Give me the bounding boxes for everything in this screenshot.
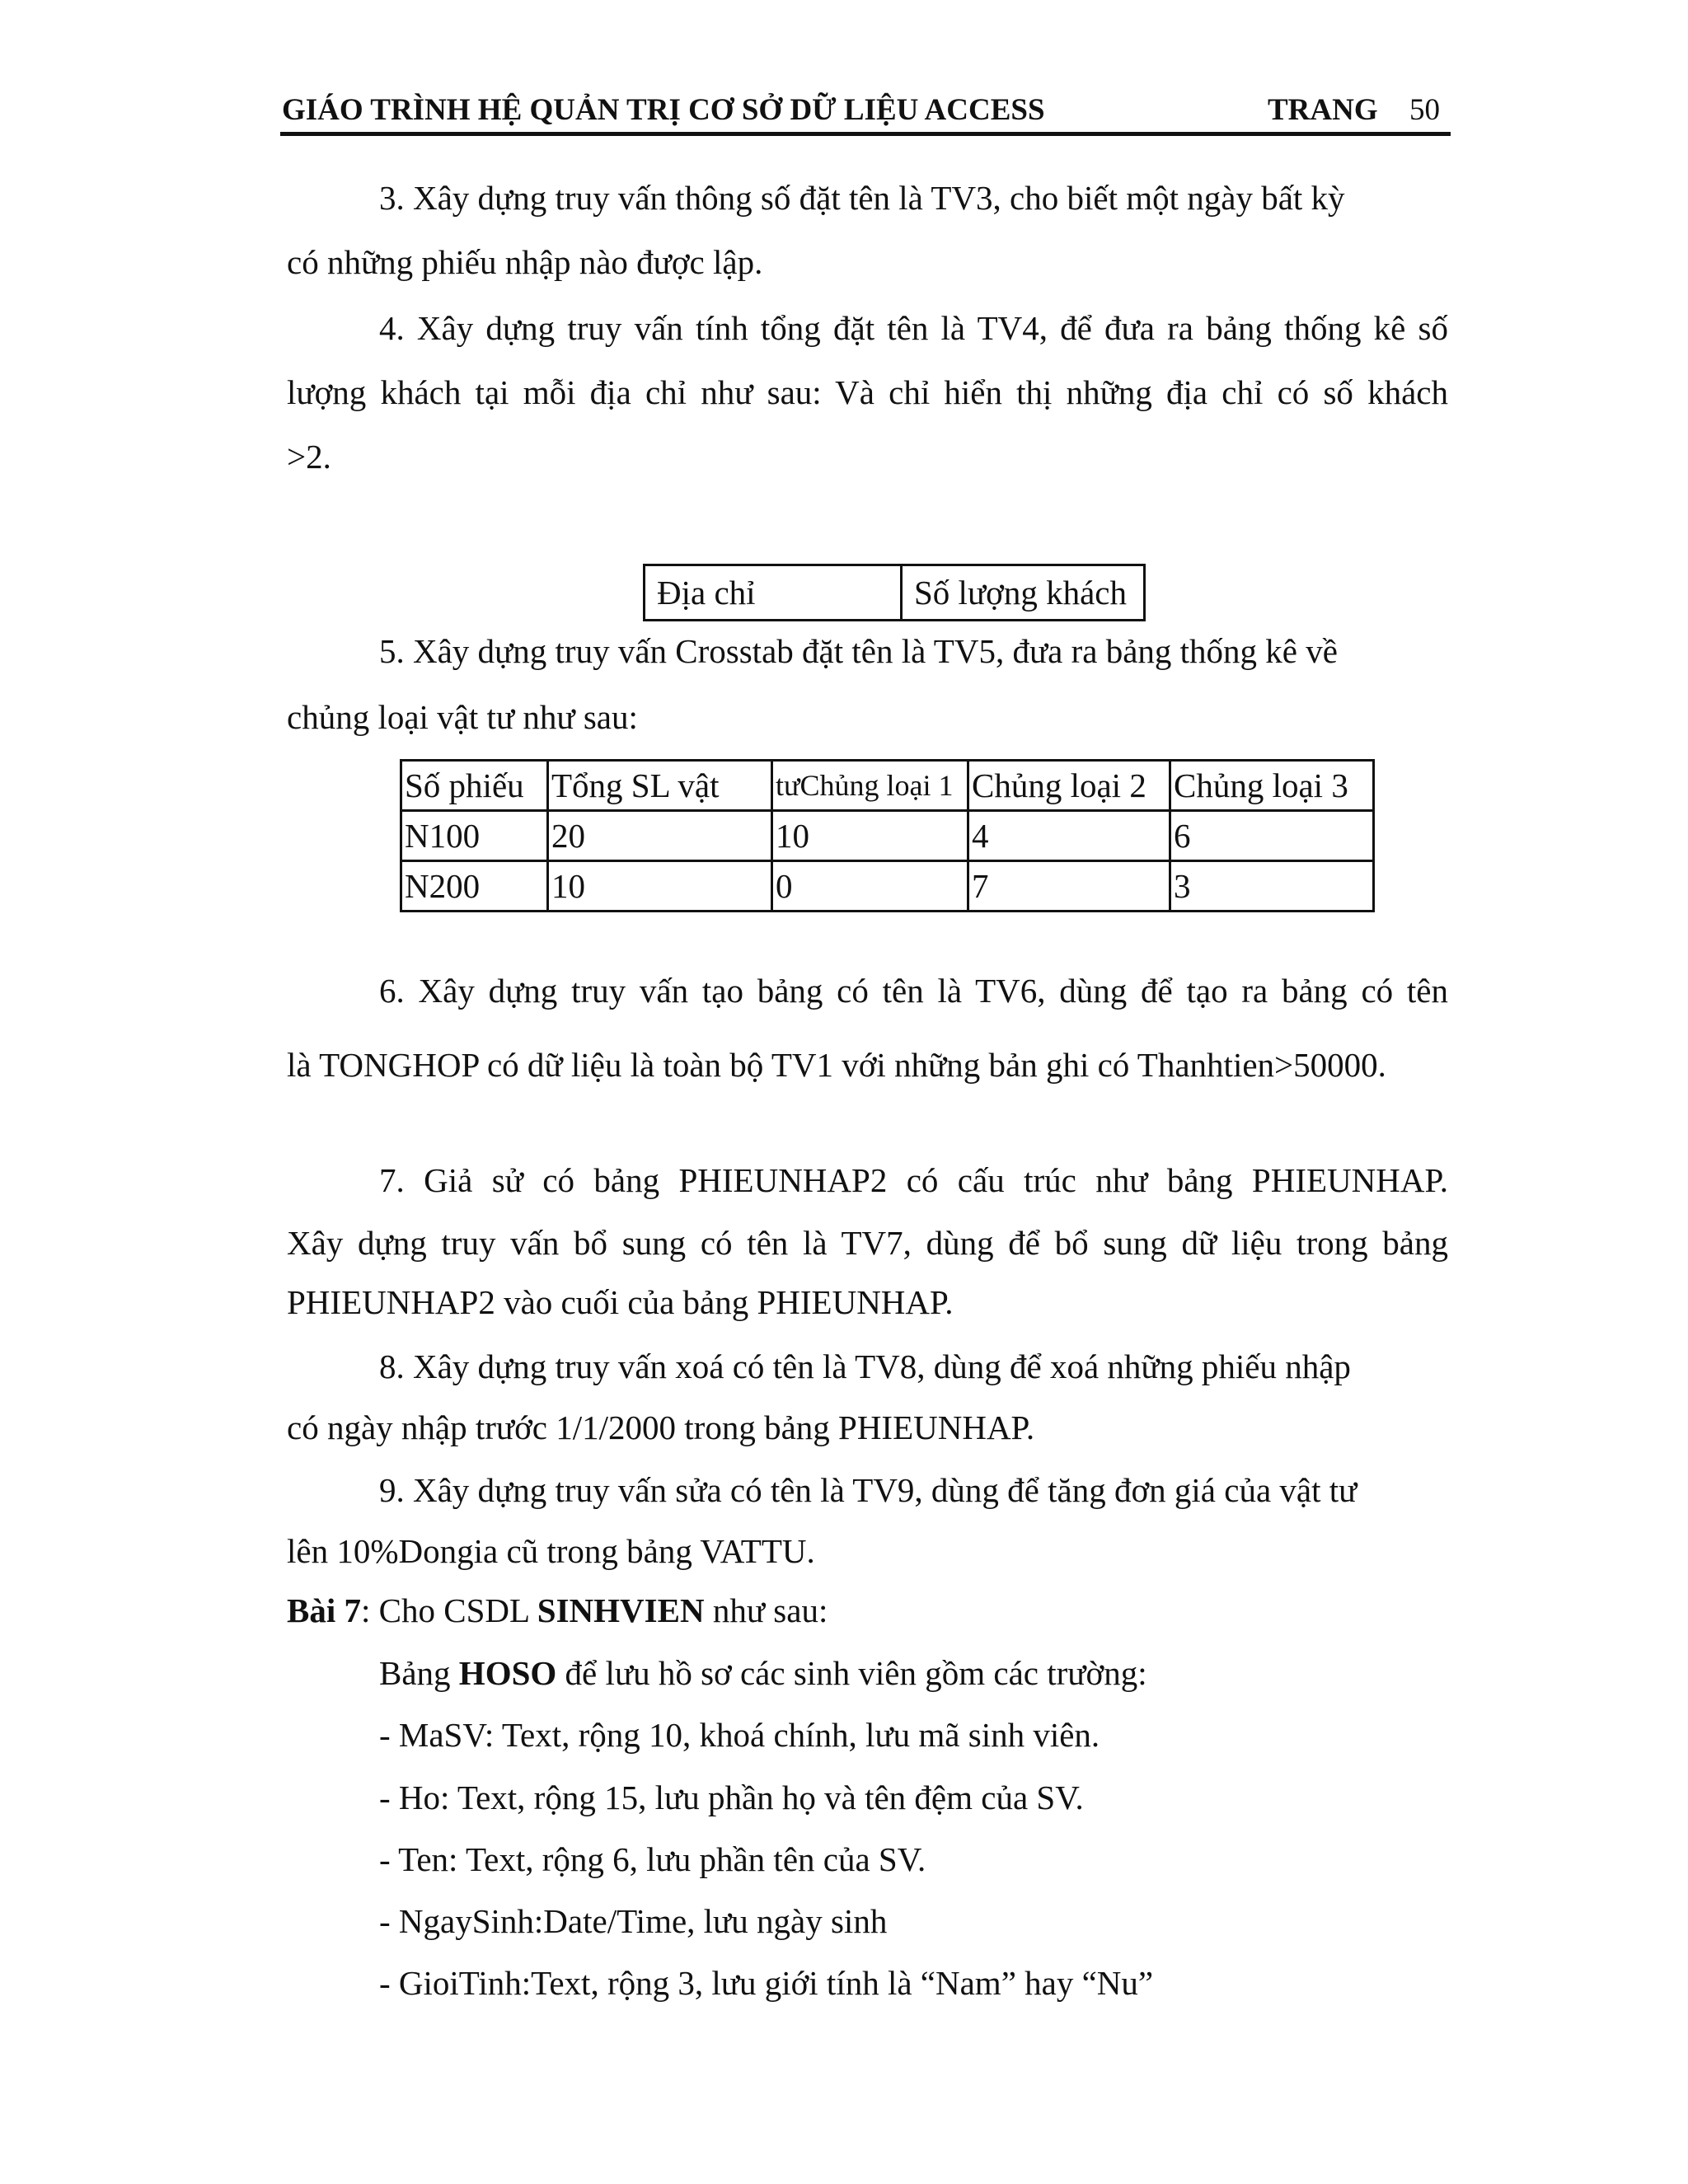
item5-line1: 5. Xây dựng truy vấn Crosstab đặt tên là TV5, đưa ra bảng thống kê về (379, 632, 1338, 670)
table-cell: N200 (401, 861, 548, 912)
item8-line1: 8. Xây dựng truy vấn xoá có tên là TV8, dùng để xoá những phiếu nhập (379, 1347, 1351, 1385)
table-cell: 7 (968, 861, 1170, 912)
table-header-cell: tưChủng loại 1 (772, 761, 968, 811)
hoso-text: Bảng (379, 1654, 459, 1692)
field-item: - GioiTinh:Text, rộng 3, lưu giới tính là “Nam” hay “Nu” (379, 1964, 1154, 2002)
item4-line1: 4. Xây dựng truy vấn tính tổng đặt tên là TV4, để đưa ra bảng thống kê số (379, 309, 1448, 347)
item8-line2: có ngày nhập trước 1/1/2000 trong bảng PHIEUNHAP. (287, 1408, 1035, 1446)
field-item: - Ten: Text, rộng 6, lưu phần tên của SV. (379, 1840, 926, 1878)
item4-line2: lượng khách tại mỗi địa chỉ như sau: Và chỉ hiển thị những địa chỉ có số khách (287, 373, 1448, 411)
address-table (643, 564, 1146, 621)
table-header-cell: Số lượng khách (902, 565, 1145, 621)
field-item: - NgaySinh:Date/Time, lưu ngày sinh (379, 1902, 888, 1940)
table-header-cell: Chủng loại 2 (968, 761, 1170, 811)
table-cell: 20 (548, 811, 772, 861)
header-page-number: 50 (1409, 93, 1440, 127)
header-page-label: TRANG (1268, 93, 1378, 127)
field-item: - MaSV: Text, rộng 10, khoá chính, lưu mã sinh viên. (379, 1716, 1100, 1754)
table-row (401, 811, 1374, 861)
header-rule (280, 132, 1451, 136)
hoso-text-end: để lưu hồ sơ các sinh viên gồm các trường: (556, 1654, 1147, 1692)
table-header-cell: Chủng loại 3 (1170, 761, 1374, 811)
crosstab-table (400, 759, 1375, 912)
item6-line1: 6. Xây dựng truy vấn tạo bảng có tên là TV6, dùng để tạo ra bảng có tên (379, 972, 1448, 1010)
item7-line3: PHIEUNHAP2 vào cuối của bảng PHIEUNHAP. (287, 1283, 954, 1321)
header-title: GIÁO TRÌNH HỆ QUẢN TRỊ CƠ SỞ DỮ LIỆU ACCESS (282, 93, 1045, 127)
item9-line1: 9. Xây dựng truy vấn sửa có tên là TV9, dùng để tăng đơn giá của vật tư (379, 1471, 1357, 1509)
item6-line2: là TONGHOP có dữ liệu là toàn bộ TV1 với những bản ghi có Thanhtien>50000. (287, 1046, 1386, 1084)
bai7-label: Bài 7 (287, 1591, 361, 1629)
db-name: SINHVIEN (537, 1591, 705, 1629)
table-row (401, 861, 1374, 912)
table-cell: 4 (968, 811, 1170, 861)
table-cell: 10 (772, 811, 968, 861)
item9-line2: lên 10%Dongia cũ trong bảng VATTU. (287, 1532, 815, 1570)
bai7-heading (287, 1591, 828, 1629)
table-cell: 0 (772, 861, 968, 912)
item5-line2: chủng loại vật tư như sau: (287, 698, 638, 736)
field-item: - Ho: Text, rộng 15, lưu phần họ và tên đệm của SV. (379, 1779, 1084, 1816)
table-cell: 6 (1170, 811, 1374, 861)
bai7-text: : Cho CSDL (361, 1591, 537, 1629)
bai7-text-end: như sau: (704, 1591, 828, 1629)
item7-line2: Xây dựng truy vấn bổ sung có tên là TV7, dùng để bổ sung dữ liệu trong bảng (287, 1224, 1448, 1262)
table-header-cell: Địa chỉ (645, 565, 902, 621)
hoso-table-name: HOSO (458, 1654, 557, 1692)
hoso-description (379, 1654, 1147, 1692)
table-cell: N100 (401, 811, 548, 861)
table-cell: 3 (1170, 861, 1374, 912)
table-row (645, 565, 1145, 621)
table-header-cell: Tổng SL vật (548, 761, 772, 811)
table-header-cell: Số phiếu (401, 761, 548, 811)
item3-line1: 3. Xây dựng truy vấn thông số đặt tên là TV3, cho biết một ngày bất kỳ (379, 179, 1345, 217)
item4-line3: >2. (287, 438, 331, 476)
item7-line1: 7. Giả sử có bảng PHIEUNHAP2 có cấu trúc như bảng PHIEUNHAP. (379, 1161, 1448, 1199)
item3-line2: có những phiếu nhập nào được lập. (287, 243, 763, 281)
table-row (401, 761, 1374, 811)
table-cell: 10 (548, 861, 772, 912)
